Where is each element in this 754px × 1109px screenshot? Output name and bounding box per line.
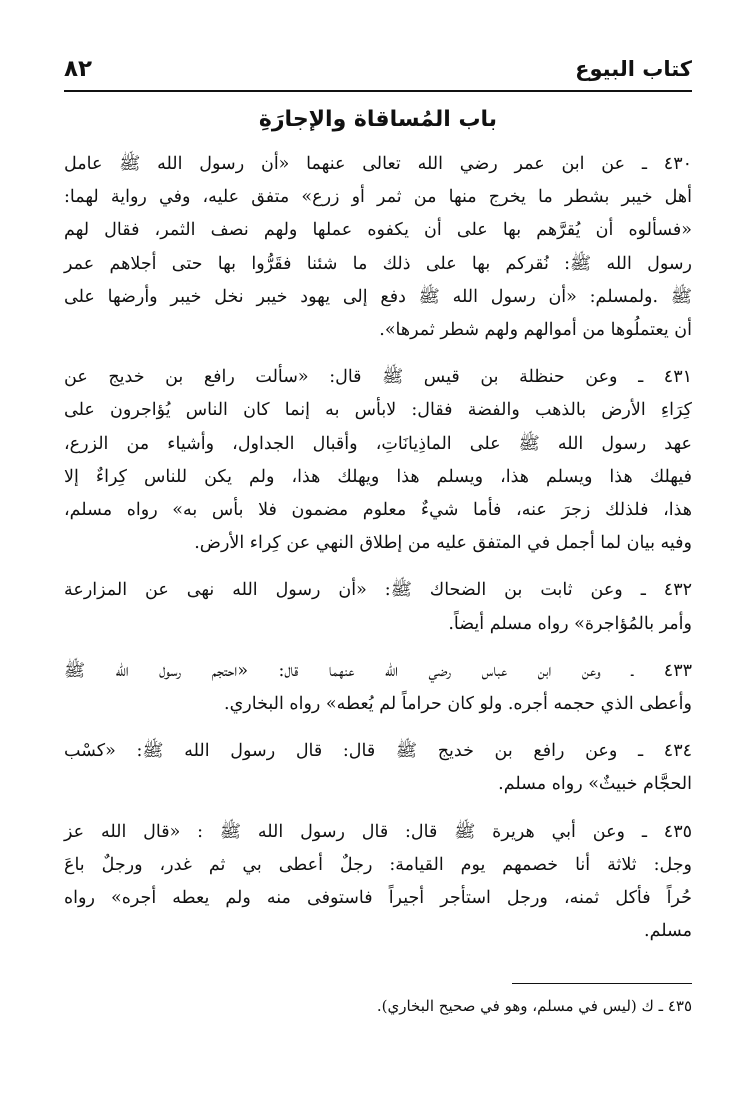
hadith-431 (64, 361, 692, 560)
text-line: هذا، فلذلك زجرَ عنه، فأما شيءٌ معلوم مضمون فلا بأس به» رواه مسلم، (64, 500, 692, 521)
running-header (64, 54, 692, 92)
text-line: وأمر بالمُؤاجرة» رواه مسلم أيضاً. (448, 613, 692, 634)
body-text (64, 148, 692, 962)
hadith-430 (64, 148, 692, 347)
text-line: ٤٣٣ ـ وعن ابن عباس رضي الله عنهما قال: «احتجم رسول الله ﷺ (64, 660, 692, 681)
hadith-435 (64, 816, 692, 949)
text-line: حُراً فأكل ثمنه، ورجل استأجر أجيراً فاستوفى منه ولم يعطه أجره» رواه (64, 888, 692, 909)
text-line: ٤٣٤ ـ وعن رافع بن خديج ﷺ قال: قال رسول الله ﷺ: «كسْب (64, 741, 692, 762)
text-line: أهل خيبر بشطر ما يخرج منها من ثمر أو زرع» متفق عليه، وفي رواية لهما: (64, 187, 692, 208)
text-line: فيهلك هذا ويسلم هذا، ويسلم هذا ويهلك هذا، ولم يكن للناس كِراءٌ إلا (64, 466, 692, 487)
text-line: وجل: ثلاثة أنا خصمهم يوم القيامة: رجلٌ أعطى بي ثم غدر، ورجلٌ باعَ (64, 854, 692, 875)
text-line: الحجَّام خبيثٌ» رواه مسلم. (498, 774, 692, 795)
footnote: ٤٣٥ ـ ك (ليس في مسلم، وهو في صحيح البخاري). (376, 997, 692, 1015)
text-line: ٤٣٠ ـ عن ابن عمر رضي الله تعالى عنهما «أن رسول الله ﷺ عامل (64, 154, 692, 174)
text-line: ٤٣١ ـ وعن حنظلة بن قيس ﷺ قال: «سألت رافع بن خديج عن (64, 367, 692, 388)
text-line: أن يعتملُوها من أموالهم ولهم شطر ثمرها». (379, 320, 692, 341)
chapter-title: باب المُساقاة والإجارَةِ (258, 107, 498, 132)
text-line: كِرَاءِ الأرض بالذهب والفضة فقال: لابأس به إنما كان الناس يُؤاجرون على (64, 400, 692, 421)
text-line: ٤٣٢ ـ وعن ثابت بن الضحاك ﷺ: «أن رسول الله نهى عن المزارعة (64, 580, 692, 601)
text-line: رسول الله ﷺ: نُقركم بها على ذلك ما شئنا فقَرُّوا بها حتى أجلاهم عمر (64, 253, 692, 274)
footnote-divider (512, 983, 692, 984)
text-line: «فسألوه أن يُقرَّهم بها على أن يكفوه عملها ولهم نصف الثمر، فقال لهم (64, 220, 692, 241)
book-title: كتاب البيوع (575, 57, 692, 81)
hadith-434 (64, 735, 692, 801)
text-line: مسلم. (644, 921, 692, 942)
hadith-432 (64, 574, 692, 640)
text-line: عهد رسول الله ﷺ على الماذِيانَاتِ، وأقبال الجداول، وأشياء من الزرع، (64, 433, 692, 454)
text-line: وأعطى الذي حجمه أجره. ولو كان حراماً لم يُعطه» رواه البخاري. (224, 694, 692, 715)
hadith-433 (64, 655, 692, 721)
page-number: ٨٢ (64, 56, 93, 82)
text-line: ﷺ .ولمسلم: «أن رسول الله ﷺ دفع إلى يهود خيبر نخل خيبر وأرضها على (64, 286, 692, 307)
text-line: وفيه بيان لما أجمل في المتفق عليه من إطلاق النهي عن كِراء الأرض. (194, 533, 692, 554)
text-line: ٤٣٥ ـ وعن أبي هريرة ﷺ قال: قال رسول الله ﷺ : «قال الله عز (64, 821, 692, 842)
